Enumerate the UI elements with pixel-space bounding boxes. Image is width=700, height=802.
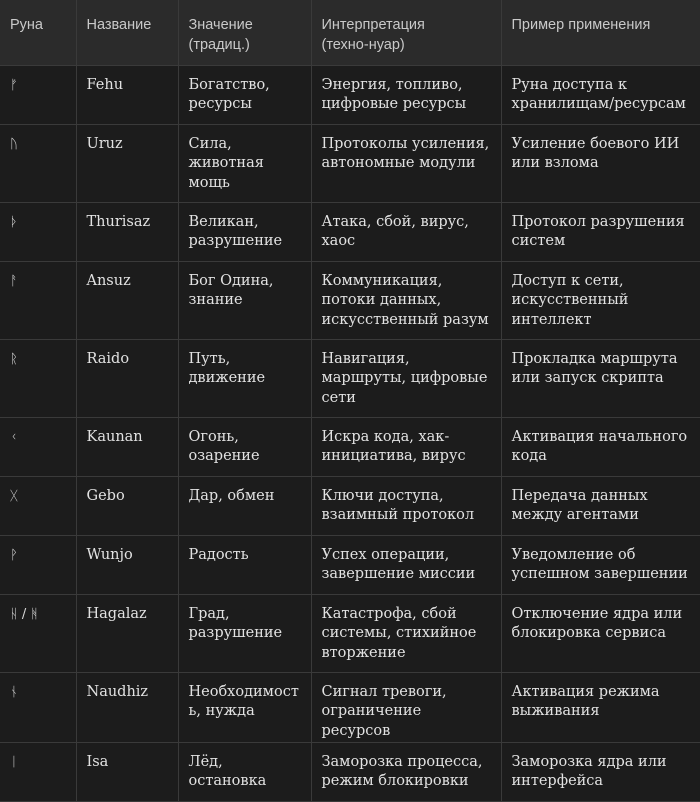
rune-interpretation: Навигация, маршруты, цифровые сети — [311, 339, 501, 417]
table-row — [0, 672, 700, 742]
rune-name: Kaunan — [76, 417, 178, 476]
rune-glyph: ᛁ — [0, 742, 76, 801]
header-interpretation: Интерпретация (техно-нуар) — [311, 0, 501, 65]
rune-name: Ansuz — [76, 261, 178, 339]
rune-glyph: ᚹ — [0, 535, 76, 594]
rune-glyph: ᚠ — [0, 65, 76, 124]
rune-meaning: Огонь, озарение — [178, 417, 311, 476]
rune-name: Hagalaz — [76, 594, 178, 672]
rune-example: Усиление боевого ИИ или взлома — [501, 124, 700, 202]
header-name: Название — [76, 0, 178, 65]
rune-glyph: ᚦ — [0, 202, 76, 261]
rune-example: Заморозка ядра или интерфейса — [501, 742, 700, 801]
rune-example: Активация начального кода — [501, 417, 700, 476]
rune-interpretation: Успех операции, завершение миссии — [311, 535, 501, 594]
rune-meaning: Сила, животная мощь — [178, 124, 311, 202]
rune-name: Wunjo — [76, 535, 178, 594]
rune-name: Naudhiz — [76, 672, 178, 742]
rune-interpretation: Катастрофа, сбой системы, стихийное вторжение — [311, 594, 501, 672]
table-row — [0, 417, 700, 476]
table-row — [0, 476, 700, 535]
table-row — [0, 124, 700, 202]
rune-meaning: Богатство, ресурсы — [178, 65, 311, 124]
rune-interpretation: Атака, сбой, вирус, хаос — [311, 202, 501, 261]
table-header — [0, 0, 700, 65]
rune-glyph: ᚾ — [0, 672, 76, 742]
rune-meaning: Град, разрушение — [178, 594, 311, 672]
rune-glyph: ᚱ — [0, 339, 76, 417]
table-row — [0, 65, 700, 124]
rune-example: Отключение ядра или блокировка сервиса — [501, 594, 700, 672]
table-row — [0, 594, 700, 672]
rune-meaning: Дар, обмен — [178, 476, 311, 535]
header-row — [0, 0, 700, 65]
rune-name: Raido — [76, 339, 178, 417]
rune-glyph: ᚲ — [0, 417, 76, 476]
rune-interpretation: Коммуникация, потоки данных, искусственный разум — [311, 261, 501, 339]
rune-meaning: Необходимост ь, нужда — [178, 672, 311, 742]
rune-meaning: Радость — [178, 535, 311, 594]
rune-name: Fehu — [76, 65, 178, 124]
rune-example: Руна доступа к хранилищам/ресурсам — [501, 65, 700, 124]
rune-meaning: Лёд, остановка — [178, 742, 311, 801]
rune-example: Прокладка маршрута или запуск скрипта — [501, 339, 700, 417]
rune-example: Уведомление об успешном завершении — [501, 535, 700, 594]
rune-interpretation: Заморозка процесса, режим блокировки — [311, 742, 501, 801]
rune-name: Uruz — [76, 124, 178, 202]
rune-name: Thurisaz — [76, 202, 178, 261]
rune-interpretation: Ключи доступа, взаимный протокол — [311, 476, 501, 535]
table-row — [0, 742, 700, 801]
rune-example: Активация режима выживания — [501, 672, 700, 742]
header-rune: Руна — [0, 0, 76, 65]
rune-interpretation: Энергия, топливо, цифровые ресурсы — [311, 65, 501, 124]
rune-glyph: ᚨ — [0, 261, 76, 339]
table-row — [0, 339, 700, 417]
table-row — [0, 202, 700, 261]
rune-interpretation: Искра кода, хак- инициатива, вирус — [311, 417, 501, 476]
header-example: Пример применения — [501, 0, 700, 65]
rune-example: Протокол разрушения систем — [501, 202, 700, 261]
rune-glyph: ᚺ / ᚻ — [0, 594, 76, 672]
rune-interpretation: Протоколы усиления, автономные модули — [311, 124, 501, 202]
rune-glyph: ᚷ — [0, 476, 76, 535]
rune-meaning: Великан, разрушение — [178, 202, 311, 261]
rune-name: Gebo — [76, 476, 178, 535]
table-row — [0, 535, 700, 594]
table-row — [0, 261, 700, 339]
rune-example: Передача данных между агентами — [501, 476, 700, 535]
rune-interpretation: Сигнал тревоги, ограничение ресурсов — [311, 672, 501, 742]
rune-example: Доступ к сети, искусственный интеллект — [501, 261, 700, 339]
table-body — [0, 65, 700, 801]
rune-name: Isa — [76, 742, 178, 801]
rune-meaning: Путь, движение — [178, 339, 311, 417]
rune-meaning: Бог Одина, знание — [178, 261, 311, 339]
header-meaning: Значение (традиц.) — [178, 0, 311, 65]
rune-glyph: ᚢ — [0, 124, 76, 202]
